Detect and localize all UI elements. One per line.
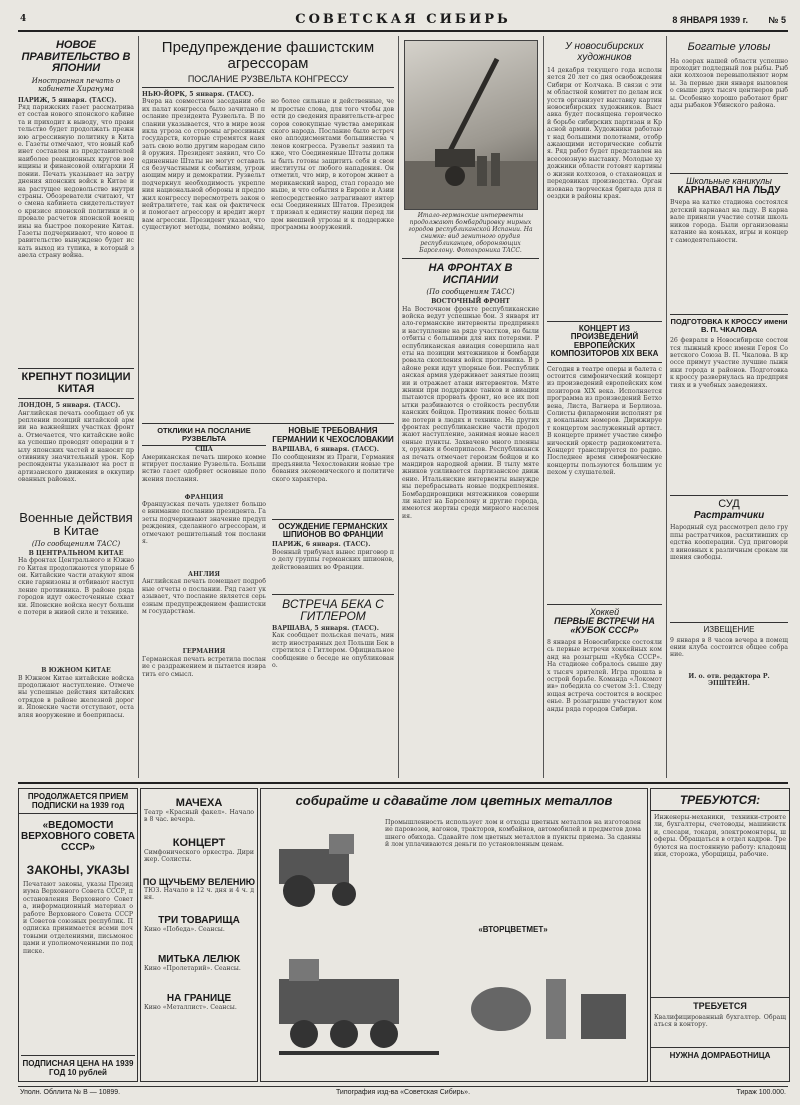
- advertisement-section: [18, 782, 788, 1084]
- ad-text: Квалифицированный бухгалтер. Обращаться в контору.: [654, 1014, 786, 1029]
- subscription-title: ПРОДОЛЖАЕТСЯ ПРИЕМ ПОДПИСКИ на 1939 год: [19, 789, 137, 814]
- article-text: Французская печать уделяет большое внимание посланию президента. Газеты подчеркивают значение предупреждения, сделанного агрессорам, и отмечают решительный тон послания.: [142, 500, 266, 545]
- source-note: (По сообщениям ТАСС): [31, 539, 121, 548]
- footer: [18, 1086, 788, 1099]
- section-france: ФРАНЦИЯ: [184, 493, 224, 501]
- ad-text: Печатают законы, указы Президиума Верховного Совета СССР, постановления Верховного Совета, информационный материал о работе Верховного Совета СССР и Советов союзных республик. Подписка принимается всеми почтовыми отделениями, письмоносцами и уполномоченными по подписке.: [23, 881, 133, 955]
- article-text: В Южном Китае китайские войска продолжают наступление. Отмечены успешные действия китайских отрядов в районе железной дороги. Японские части отступают, оставляя вооружение и боеприпасы.: [18, 674, 134, 719]
- ad-text: Кино «Пролетарий». Сеансы.: [144, 965, 241, 972]
- editor-credit: И. о. отв. редактора Р. ЭПШТЕЙН.: [688, 672, 770, 688]
- article-text: Вчера на совместном заседании обеих палат конгресса было зачитано послание президента Рузвельта. В послании указывается, что в мире возникла угроза со стороны агрессивных государств, которые стремятся навязать свою волю другим народам силой оружия. Президент заявил, что Соединенные Штаты не могут оставаться безучастными к событиям, угрожающим миру и демократии. Рузвельт подчеркнул необходимость укрепления национальной обороны и предложил конгрессу пересмотреть закон о нейтралитете, так как он фактически помогает агрессору и вредит жертвам агрессии. Президент указал, что существуют методы, помимо войны, но более сильные и действенные, чем простые слова, для того чтобы довести до сведения правительств-агрессоров совокупные чувства американского народа. Послание было встречено аплодисментами большинства членов конгресса. Рузвельт заявил также, что Соединенные Штаты должны быть готовы защитить себя и свои институты от любого нападения. Он отметил, что мир, в котором живет американский народ, стал гораздо меньше, и что события в Европе и Азии непосредственно затрагивают интересы Соединенных Штатов. Президент призвал к единству нации перед лицом внешней угрозы и к поддержке программы вооружений.: [142, 98, 394, 232]
- newspaper-page: [18, 10, 788, 1098]
- ad-text: ТЮЗ. Начало в 12 ч. дня и 4 ч. дня.: [144, 887, 254, 902]
- kicker-holidays: Школьные каникулы: [670, 173, 788, 186]
- subheadline-japan: Иностранная печать о кабинете Хиранума: [31, 76, 121, 93]
- banner-headline: Предупреждение фашистским агрессорам: [161, 39, 375, 72]
- photo-block: [402, 36, 539, 212]
- article-text: Английская печать помещает подробные отчеты о послании. Ряд газет указывает, что послание является серьезным предупреждением фашистским государствам.: [142, 578, 266, 615]
- headline-cross-country: ПОДГОТОВКА К КРОССУ имени В. П. ЧКАЛОВА: [670, 314, 788, 334]
- article-text: Народный суд рассмотрел дело группы растратчиков, расхитивших средства кооперации. Суд приговорил виновных к различным срокам лишения свободы.: [670, 524, 788, 561]
- vedomosti-title: «ВЕДОМОСТИ ВЕРХОВНОГО СОВЕТА СССР»: [20, 820, 136, 853]
- column-spain: [402, 36, 539, 778]
- issue-number: № 5: [768, 15, 786, 25]
- theater-listings: [140, 788, 258, 1082]
- headline-court: СУД: [670, 495, 788, 511]
- jobs-ad: [650, 788, 790, 1082]
- show-2: КОНЦЕРТ: [172, 837, 226, 849]
- ad-text: Кино «Победа». Сеансы.: [144, 926, 225, 933]
- ad-text: Театр «Красный факел». Начало в 8 час. вечера.: [144, 809, 254, 824]
- price-line: ПОДПИСНАЯ ЦЕНА НА 1939 ГОД 10 рублей: [21, 1055, 135, 1077]
- masthead: [18, 10, 788, 32]
- divider: [142, 423, 394, 424]
- scrap-title: собирайте и сдавайте лом цветных металлов: [295, 793, 613, 808]
- headline-reactions: ОТКЛИКИ НА ПОСЛАНИЕ РУЗВЕЛЬТА: [142, 427, 266, 446]
- column-culture: [547, 36, 662, 778]
- article-text: Военный трибунал вынес приговор по делу группы германских шпионов, действовавших во Франции.: [272, 548, 394, 571]
- source-note-spain: (По сообщениям ТАСС): [426, 288, 515, 297]
- article-text: На озерах нашей области успешно проходит подледный лов рыбы. Рыбаки колхозов перевыполняют нормы. За первые дни января выловлено свыше двух тысяч центнеров рыбы. Особенно хорошо работают бригады рыбаков Убинского района.: [670, 57, 788, 109]
- article-text: На Восточном фронте республиканские войска ведут успешные бои. 3 января итало-германские интервенты предприняли наступление на ряде участков, но были отбиты с большими для них потерями. Республиканская авиация совершила налеты на позиции мятежников и бомбардировала скопления войск противника. В районе реки идут упорные бои. Республиканская армия удерживает занятые позиции и отражает атаки интервентов. Мятежники при поддержке танков и авиации пытаются прорвать фронт, но все их попытки разбиваются о стойкость республиканских бойцов. Противник понес большие потери в людях и технике. На других фронтах республиканские части продолжают наступление, занимая новые населенные пункты. Захвачено много пленных, оружия и боеприпасов. Республиканская печать отмечает героизм бойцов и командиров народной армии. В тылу мятежников усиливается партизанское движение. Итальянские интервенты вынуждены перебрасывать новые подкрепления. Бомбардировщики мятежников совершили налет на Барселону и другие города, имеются жертвы среди мирного населения.: [402, 305, 539, 520]
- headline-carnival: КАРНАВАЛ НА ЛЬДУ: [677, 184, 781, 196]
- article-text: 26 февраля в Новосибирске состоится лыжный кросс имени Героя Советского Союза В. П. Чкалова. В кроссе примут участие лучшие лыжники города и районов. Подготовка к кроссу развернулась на предприятиях и в учебных заведениях.: [670, 337, 788, 389]
- footer-circulation: Тираж 100.000.: [736, 1089, 786, 1096]
- article-text: Вчера на катке стадиона состоялся детский карнавал на льду. В карнавале приняли участие сотни школьников города. Были организованы катание на коньках, игры и концерт самодеятельности.: [670, 199, 788, 244]
- article-text: По сообщениям из Праги, Германия предъявила Чехословакии новые требования экономического и политического характера.: [272, 453, 394, 483]
- article-text: Английская печать сообщает об укреплении позиций китайской армии на важнейших участках фронта. Отмечается, что китайские войска успешно проводят операции в тылу японских частей и наносят противнику значительный урон. Корреспонденты указывают на рост партизанского движения в оккупированных районах.: [18, 409, 134, 484]
- headline-china-positions: КРЕПНУТ ПОЗИЦИИ КИТАЯ: [18, 368, 134, 399]
- dateline-warsaw: ВАРШАВА, 6 января. (ТАСС).: [272, 446, 379, 454]
- ad-text: Инженеры-механики, техники-строители, бухгалтеры, счетоводы, машинистки, слесари, токари, электромонтеры, шоферы. Обращаться в отдел кадров. Требуются на постоянную работу: кладовщики, сторожа, уборщицы, рабочие.: [654, 814, 786, 859]
- train-illustration: [269, 939, 449, 1069]
- article-text: 9 января в 8 часов вечера в помещении клуба состоится общее собрание.: [670, 636, 788, 659]
- ad-text: Промышленность использует лом и отходы цветных металлов на изготовление паровозов, вагонов, тракторов, комбайнов, автомобилей и предметов домашнего обихода. Сдавайте лом цветных металлов в пункты приема. За сданный лом уплачиваются деньги по установленным ценам.: [385, 819, 641, 849]
- dateline-london: ЛОНДОН, 5 января. (ТАСС).: [18, 402, 121, 410]
- kicker-hockey: Хоккей: [547, 604, 662, 617]
- household-items-illustration: [461, 939, 641, 1069]
- photo-caption: Итало-германские интервенты продолжают бомбардировку мирных городов республиканской Испании. На снимке: вид зенитного орудия республиканцев, обороняющих Барселону. Фотохроника ТАСС.: [408, 212, 533, 254]
- article-text: Сегодня в театре оперы и балета состоится симфонический концерт из произведений европейских композиторов XIX века. Исполняется программа из произведений Бетховена, Листа, Вагнера и Берлиоза. Солисты филармонии исполнят ряд вокальных номеров. Дирижирует концертом заслуженный артист. В концерте примет участие симфонический оркестр радиокомитета. Концерт транслируется по радио. Последнее время симфонические концерты пользуются большим успехом у слушателей.: [547, 365, 662, 477]
- issue-date: 8 ЯНВАРЯ 1939 г.: [672, 15, 748, 25]
- required-2: ТРЕБУЕТСЯ: [651, 997, 789, 1011]
- jobs-title: ТРЕБУЮТСЯ:: [651, 793, 789, 811]
- section-eastern-front: ВОСТОЧНЫЙ ФРОНТ: [431, 298, 510, 306]
- headline-beck-hitler: ВСТРЕЧА БЕКА С ГИТЛЕРОМ: [272, 594, 394, 623]
- newspaper-title: СОВЕТСКАЯ СИБИРЬ: [295, 12, 511, 27]
- headline-spies: ОСУЖДЕНИЕ ГЕРМАНСКИХ ШПИОНОВ ВО ФРАНЦИИ: [272, 519, 394, 540]
- section-south-china: В ЮЖНОМ КИТАЕ: [41, 667, 111, 675]
- article-text: Американская печать широко комментирует послание Рузвельта. Большинство газет одобряет основные положения послания.: [142, 453, 266, 483]
- show-3: ПО ЩУЧЬЕМУ ВЕЛЕНИЮ: [142, 877, 256, 887]
- laws-title: ЗАКОНЫ, УКАЗЫ: [26, 863, 130, 877]
- column-world-news: [18, 36, 134, 778]
- headline-war-in-china: Военные действия в Китае: [19, 509, 133, 539]
- article-text: Ряд парижских газет рассматривает состав нового японского кабинета и приходит к выводу, что правительство будет продолжать прежнюю агрессивную политику в Китае. Газеты отмечают, что новый кабинет составлен из представителей наиболее реакционных кругов военщины и финансовой олигархии Японии. Печать указывает на затруднения японских войск в Китае и на растущее недовольство внутри страны. Обозреватели считают, что смена кабинета свидетельствует о кризисе японской политики и о провале расчетов японской военщины на быстрое покорение Китая. Газеты подчеркивают, что новое правительство вынуждено будет искать выход из тупика, в который завела страну война.: [18, 104, 134, 260]
- footer-printer: Типография изд-ва «Советская Сибирь».: [335, 1089, 471, 1096]
- footer-censor: Уполн. Обллита № В — 10899.: [20, 1089, 121, 1096]
- headline-spain: НА ФРОНТАХ В ИСПАНИИ: [402, 258, 539, 286]
- column-rule: [138, 36, 139, 778]
- dateline-paris: ПАРИЖ, 5 января. (ТАСС).: [18, 96, 117, 104]
- subscription-ad: [18, 788, 138, 1082]
- headline-notice: ИЗВЕЩЕНИЕ: [670, 622, 788, 634]
- column-roosevelt: [142, 36, 394, 778]
- show-6: НА ГРАНИЦЕ: [166, 993, 232, 1004]
- anti-aircraft-gun-photo: [404, 40, 538, 210]
- dateline-paris-2: ПАРИЖ, 6 января. (ТАСС).: [272, 541, 371, 549]
- tractor-illustration: [269, 819, 379, 919]
- article-text: 14 декабря текущего года исполняется 20 лет со дня освобождения Сибири от Колчака. В связи с этим областной комитет по делам искусств организует выставку картин новосибирских художников. Выставка будет посвящена героической борьбе сибирских партизан и Красной армии. Художники работают над большими полотнами, отображающими исторические события. Ряд работ будет представлен на всесоюзную выставку. Молодые художники области готовят картины о жизни колхозов, о стахановцах и передовиках производства. Организована творческая бригада для поездки в районы края.: [547, 67, 662, 200]
- article-text: 8 января в Новосибирске состоялись первые встречи хоккейных команд на розыгрыш «Кубка СССР». На стадионе собралось свыше двух тысяч зрителей. Игра прошла в острой борьбе. Команда «Локомотив» победила со счетом 3:1. Следующая встреча состоится в воскресенье. В розыгрыше участвуют команды ряда городов Сибири.: [547, 638, 662, 713]
- dateline-new-york: НЬЮ-ЙОРК, 5 января. (ТАСС).: [142, 90, 254, 98]
- headline-embezzlers: Растратчики: [693, 509, 765, 521]
- column-rule: [666, 36, 667, 778]
- headline-hockey: ПЕРВЫЕ ВСТРЕЧИ НА «КУБОК СССР»: [554, 616, 655, 636]
- headline-demands: НОВЫЕ ТРЕБОВАНИЯ ГЕРМАНИИ К ЧЕХОСЛОВАКИИ: [272, 426, 394, 444]
- ad-text: Кино «Металлист». Сеансы.: [144, 1004, 237, 1011]
- agency-name: «ВТОРЦВЕТМЕТ»: [478, 925, 548, 934]
- headline-catch: Богатые уловы: [687, 41, 771, 53]
- show-1: МАЧЕХА: [175, 797, 223, 809]
- reactions-block: [142, 427, 266, 705]
- germany-demands-block: [272, 427, 394, 712]
- show-4: ТРИ ТОВАРИЩА: [158, 915, 240, 926]
- column-rule: [543, 36, 544, 778]
- page-number: 4: [20, 14, 27, 24]
- section-central-china: В ЦЕНТРАЛЬНОМ КИТАЕ: [28, 549, 124, 557]
- article-text: На фронтах Центрального и Южного Китая продолжаются упорные бои. Китайские части атакуют японские гарнизоны и отбивают наступление противника. В районе ряда городов идут ожесточенные схватки. Японские войска несут большие потери в живой силе и технике.: [18, 557, 134, 617]
- scrap-metal-ad: [260, 788, 648, 1082]
- headline-japan: НОВОЕ ПРАВИТЕЛЬСТВО В ЯПОНИИ: [21, 39, 131, 75]
- ad-text: Симфонического оркестра. Дирижер. Солисты.: [144, 849, 254, 864]
- show-5: МИТЬКА ЛЕЛЮК: [157, 954, 241, 965]
- headline-artists: У новосибирских художников: [565, 41, 644, 63]
- section-germany: ГЕРМАНИЯ: [182, 648, 226, 656]
- section-england: АНГЛИЯ: [188, 570, 220, 578]
- article-text: Как сообщает польская печать, министр иностранных дел Польши Бек встретился с Гитлером. Официальное сообщение о беседе не опубликовано.: [272, 632, 394, 669]
- banner-subheadline: ПОСЛАНИЕ РУЗВЕЛЬТА КОНГРЕССУ: [142, 75, 394, 88]
- article-text: Германская печать встретила послание с раздражением и пытается извратить его смысл.: [142, 655, 266, 678]
- headline-concert: КОНЦЕРТ ИЗ ПРОИЗВЕДЕНИЙ ЕВРОПЕЙСКИХ КОМПОЗИТОРОВ XIX ВЕКА: [547, 321, 662, 363]
- column-rule: [398, 36, 399, 778]
- dateline-warsaw-2: ВАРШАВА, 5 января. (ТАСС).: [272, 624, 379, 632]
- column-local: [670, 36, 788, 778]
- required-3: НУЖНА ДОМРАБОТНИЦА: [651, 1047, 789, 1060]
- section-usa: США: [195, 446, 213, 454]
